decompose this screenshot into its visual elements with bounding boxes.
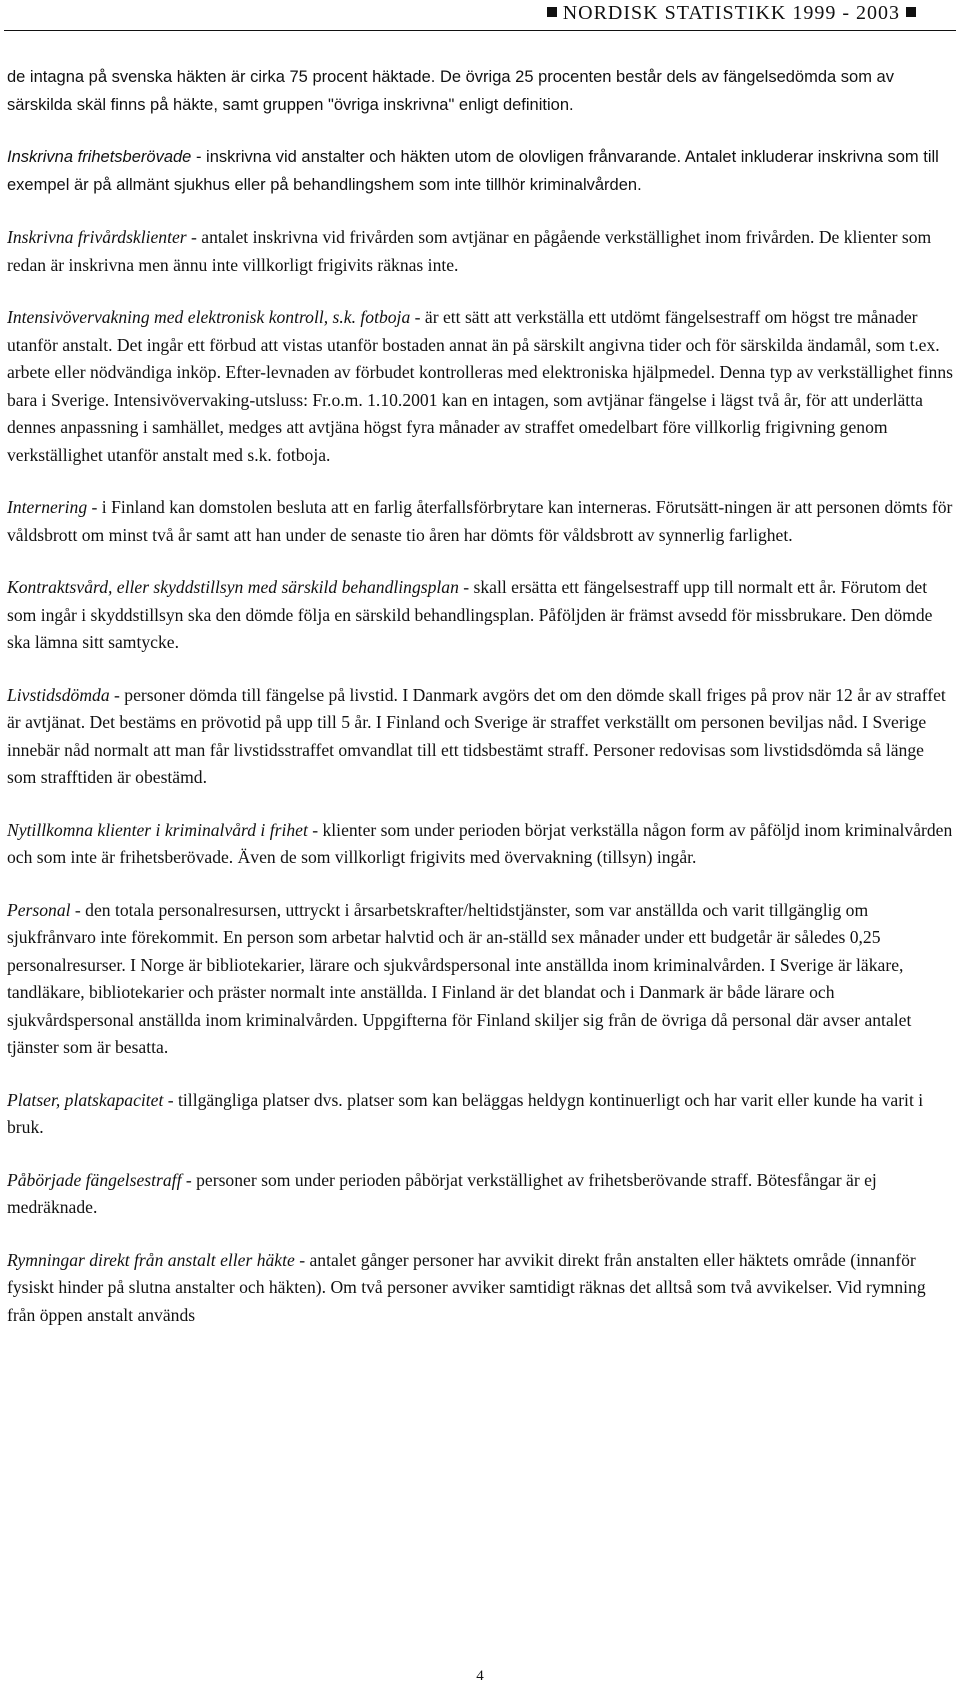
definition-term: Platser, platskapacitet	[7, 1089, 164, 1110]
definition-text: - personer dömda till fängelse på livstid. I Danmark avgörs det om den dömde skall friges på prov när 12 år av straffet är avtjänat. Det bestäms en prövotid på upp till 5 år. I Finland och Sverige är straffet verkställt om personen beviljas nåd. I Sverige innebär nåd normalt att man får livstidsstraffet omvandlat till ett tidsbestämt straff. Personer redovisas som livstidsdömda så länge som strafftiden är obestämd.	[7, 684, 946, 787]
definition-paragraph	[7, 817, 957, 872]
definition-paragraph	[7, 144, 957, 199]
definition-text: - är ett sätt att verkställa ett utdömt fängelsestraff om högst tre månader utanför anstalt. Det ingår ett förbud att vistas utanför bostaden annat än på särskilt angivna tider och för särskilda ändamål, som t.ex. arbete eller nödvändiga inköp. Efter-levnaden av förbudet kontrolleras med elektroniska hjälpmedel. Denna typ av verkställighet finns bara i Sverige. Intensivövervaking-utsluss: Fr.o.m. 1.10.2001 kan en intagen, som avtjänar fängelse i lägst två år, för att underlätta dennes anpassning i samhället, medges att avtjäna högst fyra månader av straffet omedelbart före villkorlig frigivning genom verkställighet utanför anstalt med s.k. fotboja.	[7, 307, 953, 465]
definition-paragraph	[7, 224, 957, 279]
header-title: NORDISK STATISTIKK 1999 - 2003	[562, 2, 900, 24]
definition-term: Påbörjade fängelsestraff	[7, 1169, 182, 1190]
definition-term: Internering	[7, 497, 88, 517]
definition-text: - antalet gånger personer har avvikit direkt från anstalten eller häktets område (innanför fysiskt hinder på slutna anstalter och häkten). Om två personer avviker samtidigt räknas det alltså som två avvikelser. Vid rymning från öppen anstalt används	[7, 1249, 926, 1325]
running-header	[0, 0, 960, 30]
definition-term: Nytillkomna klienter i kriminalvård i frihet	[7, 819, 308, 840]
definition-term: Intensivövervakning med elektronisk kontroll, s.k. fotboja	[7, 307, 411, 327]
header-rule	[4, 30, 956, 31]
definition-text: - inskrivna vid anstalter och häkten utom de olovligen frånvarande. Antalet inkluderar inskrivna som till exempel är på allmänt sjukhus eller på behandlingshem som inte tillhör kriminalvården.	[7, 148, 939, 194]
definition-term: Livstidsdömda	[7, 684, 110, 705]
paragraph-continuation	[7, 64, 957, 119]
definition-paragraph	[7, 1247, 957, 1330]
definition-term: Inskrivna frivårdsklienter	[7, 227, 187, 247]
definition-paragraph	[7, 1167, 957, 1222]
definition-text: - personer som under perioden påbörjat verkställighet av frihetsberövande straff. Bötesfångar är ej medräknade.	[7, 1169, 877, 1217]
definition-paragraph	[7, 494, 957, 549]
square-bullet-icon	[547, 7, 557, 17]
definition-term: Rymningar direkt från anstalt eller häkte	[7, 1249, 295, 1270]
square-bullet-icon	[906, 7, 916, 17]
definition-term: Kontraktsvård, eller skyddstillsyn med särskild behandlingsplan	[7, 577, 459, 597]
page-number: 4	[476, 1668, 484, 1684]
definition-term: Personal	[7, 899, 71, 920]
definition-paragraph	[7, 304, 957, 469]
definition-text: - skall ersätta ett fängelsestraff upp till normalt ett år. Förutom det som ingår i skyddstillsyn ska den dömde följa en särskild behandlingsplan. Påföljden är främst avsedd för missbrukare. Den dömde ska lämna sitt samtycke.	[7, 577, 933, 652]
definition-term: Inskrivna frihetsberövade	[7, 148, 192, 166]
definition-text: - i Finland kan domstolen besluta att en farlig återfallsförbrytare kan interneras. Förutsätt-ningen är att personen dömts för våldsbrott om minst två år samt att han under de senaste tio åren har dömts för våldsbrott av synnerlig farlighet.	[7, 497, 953, 545]
definition-paragraph	[7, 682, 957, 792]
definition-paragraph	[7, 897, 957, 1062]
definition-text: - tillgängliga platser dvs. platser som kan beläggas heldygn kontinuerligt och har varit eller kunde ha varit i bruk.	[7, 1089, 924, 1137]
definition-paragraph	[7, 574, 957, 657]
definition-text: - antalet inskrivna vid frivården som avtjänar en pågående verkställighet inom frivården. De klienter som redan är inskrivna men ännu inte villkorligt frigivits räknas inte.	[7, 227, 932, 275]
definition-paragraph	[7, 1087, 957, 1142]
definition-text: - den totala personalresursen, uttryckt i årsarbetskrafter/heltidstjänster, som var anställda och varit tillgänglig om sjukfrånvaro inte förekommit. En person som arbetar halvtid och är an-ställd sex månader under ett budgetår är således 0,25 personalresurser. I Norge är bibliotekarier, lärare och sjukvårdspersonal inte anställda inom kriminalvården. I Sverige är läkare, tandläkare, bibliotekarier och präster normalt inte anställda. I Finland är det blandat och i Danmark är både lärare och sjukvårdspersonal anställda inom kriminalvården. Uppgifterna för Finland skiljer sig från de övriga då personal där avser antalet tjänster som är besatta.	[7, 899, 912, 1057]
paragraph-text: de intagna på svenska häkten är cirka 75 procent häktade. De övriga 25 procenten består dels av fängelsedömda som av särskilda skäl finns på häkte, samt gruppen "övriga inskrivna" enligt definition.	[7, 68, 894, 114]
definition-text: - klienter som under perioden börjat verkställa någon form av påföljd inom kriminalvården och som inte är frihetsberövade. Även de som villkorligt frigivits med övervakning (tillsyn) ingår.	[7, 819, 953, 867]
body-text	[7, 64, 957, 1354]
